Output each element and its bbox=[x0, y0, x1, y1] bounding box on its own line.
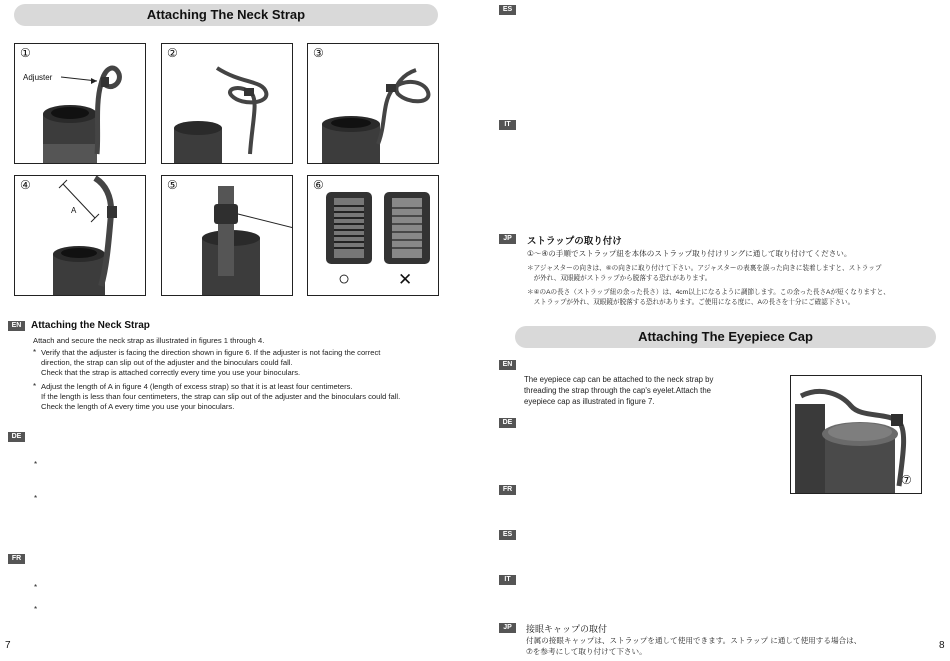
jp-strap-title: ストラップの取り付け bbox=[527, 236, 622, 247]
neck-strap-banner-title: Attaching The Neck Strap bbox=[146, 7, 306, 22]
lang-tag-fr-cap: FR bbox=[499, 485, 516, 495]
page-number-left: 7 bbox=[5, 640, 11, 651]
figure-7-number: ⑦ bbox=[901, 473, 912, 487]
figure-1 bbox=[14, 43, 146, 164]
en-bullet-1-line-1: Verify that the adjuster is facing the direction shown in figure 6. If the adjuster is not facing the correct bbox=[41, 348, 381, 357]
figure-5-number: ⑤ bbox=[167, 178, 178, 192]
figure-2-illustration bbox=[162, 44, 293, 164]
wrong-mark: ✕ bbox=[398, 270, 413, 289]
lang-tag-jp-strap: JP bbox=[499, 234, 516, 244]
en-bullet-2-line-2: If the length is less than four centimeters, the strap can slip out of the adjuster and the binoculars could fall. bbox=[41, 392, 401, 402]
en-cap-line-3: eyepiece cap as illustrated in figure 7. bbox=[524, 397, 655, 407]
figure-1-number: ① bbox=[20, 46, 31, 60]
en-intro: Attach and secure the neck strap as illustrated in figures 1 through 4. bbox=[33, 336, 265, 345]
figure-6-illustration bbox=[308, 176, 439, 296]
eyepiece-cap-banner bbox=[515, 326, 936, 348]
jp-strap-note-1-line-2: が外れ、双眼鏡がストラップから脱落する恐れがあります。 bbox=[527, 274, 712, 282]
neck-strap-banner bbox=[14, 4, 438, 26]
jp-cap-line-2: ⑦を参考にして取り付けて下さい。 bbox=[526, 647, 647, 656]
figure-5 bbox=[161, 175, 293, 296]
lang-tag-en: EN bbox=[8, 321, 25, 331]
adjuster-label: Adjuster bbox=[23, 73, 53, 82]
figure-7 bbox=[790, 375, 922, 494]
lang-tag-es-cap: ES bbox=[499, 530, 516, 540]
en-bullet-2-star: * bbox=[33, 382, 37, 391]
en-bullet-2 bbox=[41, 382, 400, 413]
lang-tag-de: DE bbox=[8, 432, 25, 442]
jp-strap-note-1 bbox=[527, 264, 881, 283]
de-bullet-1-star: * bbox=[34, 460, 38, 469]
right-page bbox=[475, 0, 950, 661]
figure-4-number: ④ bbox=[20, 178, 31, 192]
lang-tag-en-cap: EN bbox=[499, 360, 516, 370]
en-cap-line-1: The eyepiece cap can be attached to the neck strap by bbox=[524, 375, 714, 384]
en-bullet-1 bbox=[41, 348, 380, 379]
en-cap-text bbox=[524, 374, 713, 408]
en-cap-line-2: threading the strap through the cap's eyelet.Attach the bbox=[524, 386, 712, 396]
jp-strap-note-2 bbox=[527, 288, 890, 307]
figure-4-illustration bbox=[15, 176, 146, 296]
en-bullet-2-line-3: Check the length of A every time you use your binoculars. bbox=[41, 402, 235, 412]
en-section-title: Attaching the Neck Strap bbox=[31, 320, 150, 331]
figure-2 bbox=[161, 43, 293, 164]
fr-bullet-1-star: * bbox=[34, 583, 38, 592]
lang-tag-it-top: IT bbox=[499, 120, 516, 130]
figure-2-number: ② bbox=[167, 46, 178, 60]
figure-6-number: ⑥ bbox=[313, 178, 324, 192]
figure-1-illustration bbox=[15, 44, 146, 164]
jp-cap-title: 接眼キャップの取付 bbox=[526, 624, 608, 634]
correct-mark: ○ bbox=[338, 268, 351, 290]
jp-strap-note-2-line-2: ストラップが外れ、双眼鏡が脱落する恐れがあります。ご使用になる度に、Aの長さを十分にご確認下さい。 bbox=[527, 298, 855, 306]
figure-5-illustration bbox=[162, 176, 293, 296]
figure-3 bbox=[307, 43, 439, 164]
page-number-right: 8 bbox=[939, 640, 945, 651]
en-bullet-1-star: * bbox=[33, 348, 37, 357]
jp-cap-text bbox=[526, 635, 861, 657]
jp-cap-line-1: 付属の接眼キャップは、ストラップを通して使用できます。ストラップ に通して使用する場合は、 bbox=[526, 636, 862, 645]
en-bullet-2-line-1: Adjust the length of A in figure 4 (length of excess strap) so that it is at least four centimeters. bbox=[41, 382, 353, 391]
lang-tag-de-cap: DE bbox=[499, 418, 516, 428]
de-bullet-2-star: * bbox=[34, 494, 38, 503]
lang-tag-es-top: ES bbox=[499, 5, 516, 15]
length-a-label: A bbox=[71, 206, 77, 215]
fr-bullet-2-star: * bbox=[34, 605, 38, 614]
figure-3-number: ③ bbox=[313, 46, 324, 60]
en-bullet-1-line-3: Check that the strap is attached correctly every time you use your binoculars. bbox=[41, 368, 301, 378]
jp-strap-note-2-line-1: ＊④のAの長さ（ストラップ紐の余った長さ）は、4cm以上になるように調節します。この余った長さAが短くなりますと、 bbox=[527, 289, 890, 296]
lang-tag-fr: FR bbox=[8, 554, 25, 564]
figure-4 bbox=[14, 175, 146, 296]
lang-tag-jp-cap: JP bbox=[499, 623, 516, 633]
lang-tag-it-cap: IT bbox=[499, 575, 516, 585]
figure-6 bbox=[307, 175, 439, 296]
jp-strap-line-1: ①～④の手順でストラップ紐を本体のストラップ取り付けリングに通して取り付けてください。 bbox=[527, 249, 852, 258]
en-bullet-1-line-2: direction, the strap can slip out of the adjuster and the binoculars could fall. bbox=[41, 358, 293, 368]
eyepiece-cap-banner-title: Attaching The Eyepiece Cap bbox=[638, 329, 813, 344]
jp-strap-note-1-line-1: ＊アジャスターの向きは、⑥の向きに取り付けて下さい。アジャスターの表裏を誤った向きに装着しますと、ストラップ bbox=[527, 265, 882, 272]
figure-3-illustration bbox=[308, 44, 439, 164]
